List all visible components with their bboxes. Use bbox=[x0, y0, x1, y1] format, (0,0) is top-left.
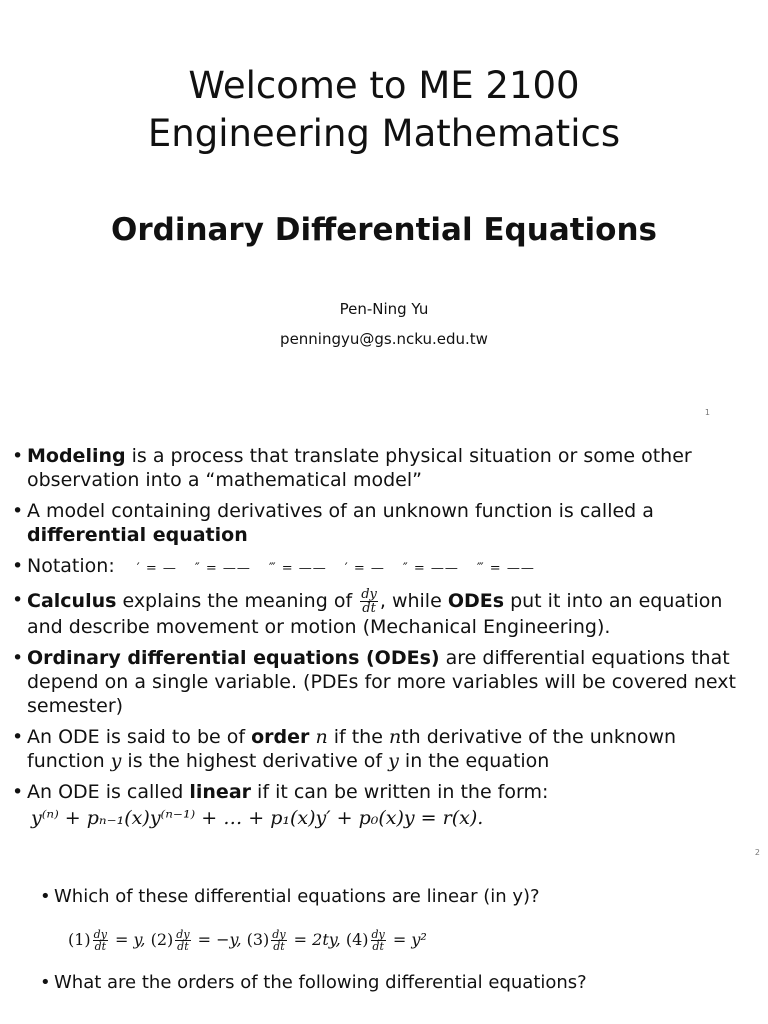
math-n: n bbox=[315, 726, 328, 748]
numerator: dy bbox=[176, 928, 190, 941]
bullet-calculus bbox=[12, 588, 752, 639]
equation-rhs: = y² bbox=[387, 930, 427, 949]
math-y: y bbox=[388, 750, 399, 772]
bullet-ode-definition bbox=[12, 646, 752, 718]
numerator: dy bbox=[371, 928, 385, 941]
equation-label: (1) bbox=[68, 930, 91, 949]
text: put it into an equation and describe movement or motion (Mechanical Engineering). bbox=[27, 590, 723, 638]
term-linear: linear bbox=[189, 781, 252, 803]
question-list bbox=[40, 971, 740, 995]
text: if the bbox=[327, 726, 389, 748]
fraction-dy-dt bbox=[371, 929, 386, 952]
term-odes: ODEs bbox=[447, 590, 505, 612]
bullet-modeling bbox=[12, 444, 752, 492]
notation-mark: ′ = — bbox=[136, 561, 177, 576]
term-ode: Ordinary differential equations (ODEs) bbox=[27, 647, 440, 669]
bullet-linear bbox=[12, 780, 752, 830]
denominator: dt bbox=[273, 940, 285, 953]
slide-questions bbox=[0, 865, 768, 1024]
bullet-order bbox=[12, 725, 752, 773]
text: is the highest derivative of bbox=[121, 750, 389, 772]
text: are differential equations that depend on a single variable. (PDEs for more variables will be covered next semester) bbox=[27, 647, 736, 717]
numerator: dy bbox=[272, 928, 286, 941]
equation-label: (2) bbox=[150, 930, 174, 949]
equation-label: (3) bbox=[246, 930, 270, 949]
text: if it can be written in the form: bbox=[251, 781, 549, 803]
notation-mark: ‴ = —— bbox=[476, 561, 535, 576]
fraction-dy-dt bbox=[271, 929, 286, 952]
term-order: order bbox=[251, 726, 310, 748]
text: Notation: bbox=[27, 555, 115, 577]
fraction-dy-dt bbox=[360, 588, 378, 615]
equation-list bbox=[68, 929, 427, 952]
numerator: dy bbox=[361, 587, 377, 602]
denominator: dt bbox=[94, 940, 107, 953]
page-number: 1 bbox=[704, 408, 710, 417]
author-name: Pen-Ning Yu bbox=[339, 300, 429, 318]
title-line-2: Engineering Mathematics bbox=[147, 112, 621, 155]
text: is a process that translate physical situation or some other observation into a “mathematical model” bbox=[27, 445, 692, 491]
slide-title-heading bbox=[0, 62, 768, 158]
slide-subtitle: Ordinary Differential Equations bbox=[110, 212, 657, 248]
text: , while bbox=[379, 590, 448, 612]
question-list bbox=[40, 885, 740, 909]
notation-mark: ‴ = —— bbox=[268, 561, 327, 576]
text: th derivative of the unknown function bbox=[27, 726, 677, 772]
math-y: y bbox=[110, 750, 122, 772]
denominator: dt bbox=[362, 601, 376, 616]
equation-rhs: = y, bbox=[109, 930, 151, 949]
slide-title bbox=[0, 0, 768, 425]
term-differential-equation: differential equation bbox=[27, 524, 248, 546]
text: An ODE is said to be of bbox=[27, 726, 252, 748]
equation-label: (4) bbox=[345, 930, 369, 949]
term-modeling: Modeling bbox=[27, 445, 126, 467]
question-orders: • What are the orders of the following differential equations? bbox=[40, 971, 740, 995]
bullet-differential-equation bbox=[12, 499, 752, 547]
text: in the equation bbox=[398, 750, 550, 772]
text: explains the meaning of bbox=[116, 590, 359, 612]
text: A model containing derivatives of an unknown function is called a bbox=[27, 500, 654, 522]
fraction-dy-dt bbox=[175, 929, 190, 952]
math-n: n bbox=[388, 726, 402, 748]
title-line-1: Welcome to ME 2100 bbox=[188, 64, 580, 107]
denominator: dt bbox=[177, 940, 189, 953]
notation-marks bbox=[137, 561, 553, 576]
equation-rhs: = −y, bbox=[192, 930, 247, 949]
numerator: dy bbox=[93, 928, 107, 941]
notation-mark: ″ = —— bbox=[194, 561, 251, 576]
bullet-notation bbox=[12, 554, 752, 581]
term-calculus: Calculus bbox=[27, 590, 117, 612]
page-number: 2 bbox=[754, 848, 760, 857]
question-linear: • Which of these differential equations are linear (in y)? bbox=[40, 885, 740, 909]
slide-ode-intro bbox=[0, 425, 768, 865]
denominator: dt bbox=[372, 940, 384, 953]
notation-mark: ′ = — bbox=[344, 561, 385, 576]
equation-rhs: = 2ty, bbox=[288, 930, 346, 949]
linear-ode-form: y⁽ⁿ⁾ + pₙ₋₁(x)y⁽ⁿ⁻¹⁾ + … + p₁(x)y′ + p₀(x)y = r(x). bbox=[31, 807, 484, 829]
bullet-list bbox=[12, 444, 752, 837]
fraction-dy-dt bbox=[93, 929, 108, 952]
author-email: penningyu@gs.ncku.edu.tw bbox=[280, 330, 488, 348]
notation-mark: ″ = —— bbox=[402, 561, 459, 576]
text: An ODE is called bbox=[27, 781, 190, 803]
